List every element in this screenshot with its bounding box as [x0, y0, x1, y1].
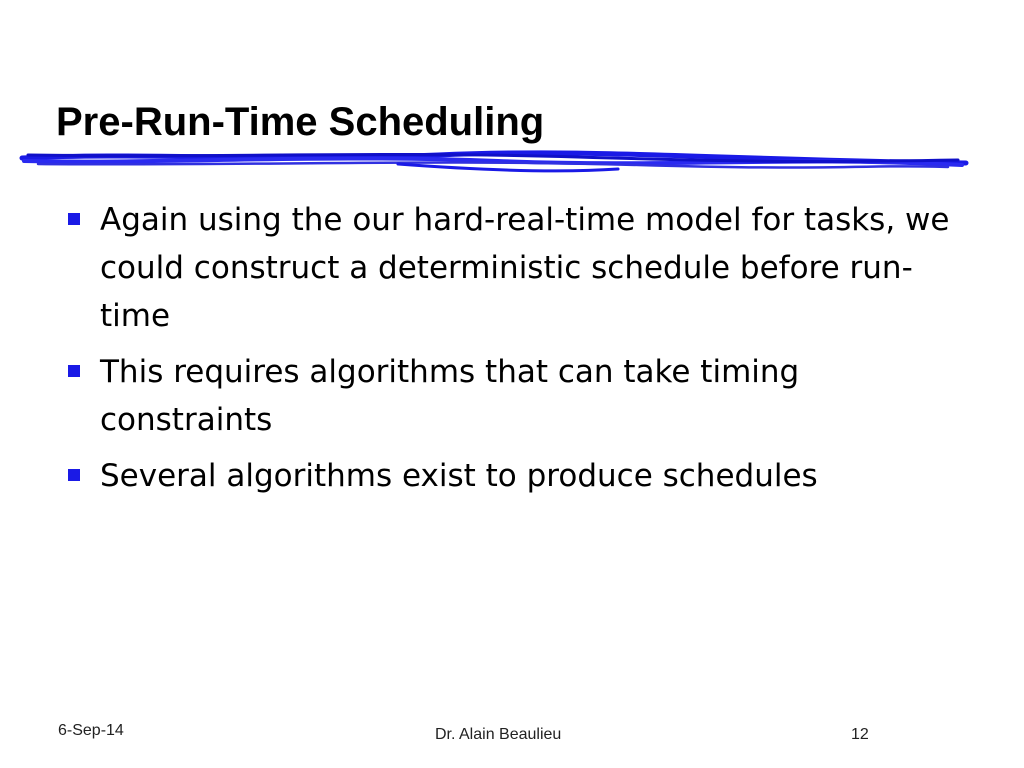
- bullet-item: [62, 348, 962, 444]
- square-bullet-icon: [68, 365, 80, 377]
- bullet-item: [62, 452, 962, 500]
- footer-page-number: 12: [851, 726, 869, 743]
- bullet-text: Several algorithms exist to produce schedules: [100, 458, 818, 494]
- bullet-text: Again using the our hard-real-time model for tasks, we could construct a deterministic schedule before run-time: [100, 202, 950, 334]
- square-bullet-icon: [68, 213, 80, 225]
- slide-title: Pre-Run-Time Scheduling: [56, 100, 545, 144]
- footer-author: Dr. Alain Beaulieu: [435, 726, 562, 743]
- bullet-item: [62, 196, 962, 340]
- square-bullet-icon: [68, 469, 80, 481]
- footer-date: 6-Sep-14: [58, 722, 124, 739]
- title-underline-brushstroke: [18, 146, 970, 182]
- bullet-text: This requires algorithms that can take timing constraints: [100, 354, 800, 438]
- bullet-list: [62, 196, 962, 508]
